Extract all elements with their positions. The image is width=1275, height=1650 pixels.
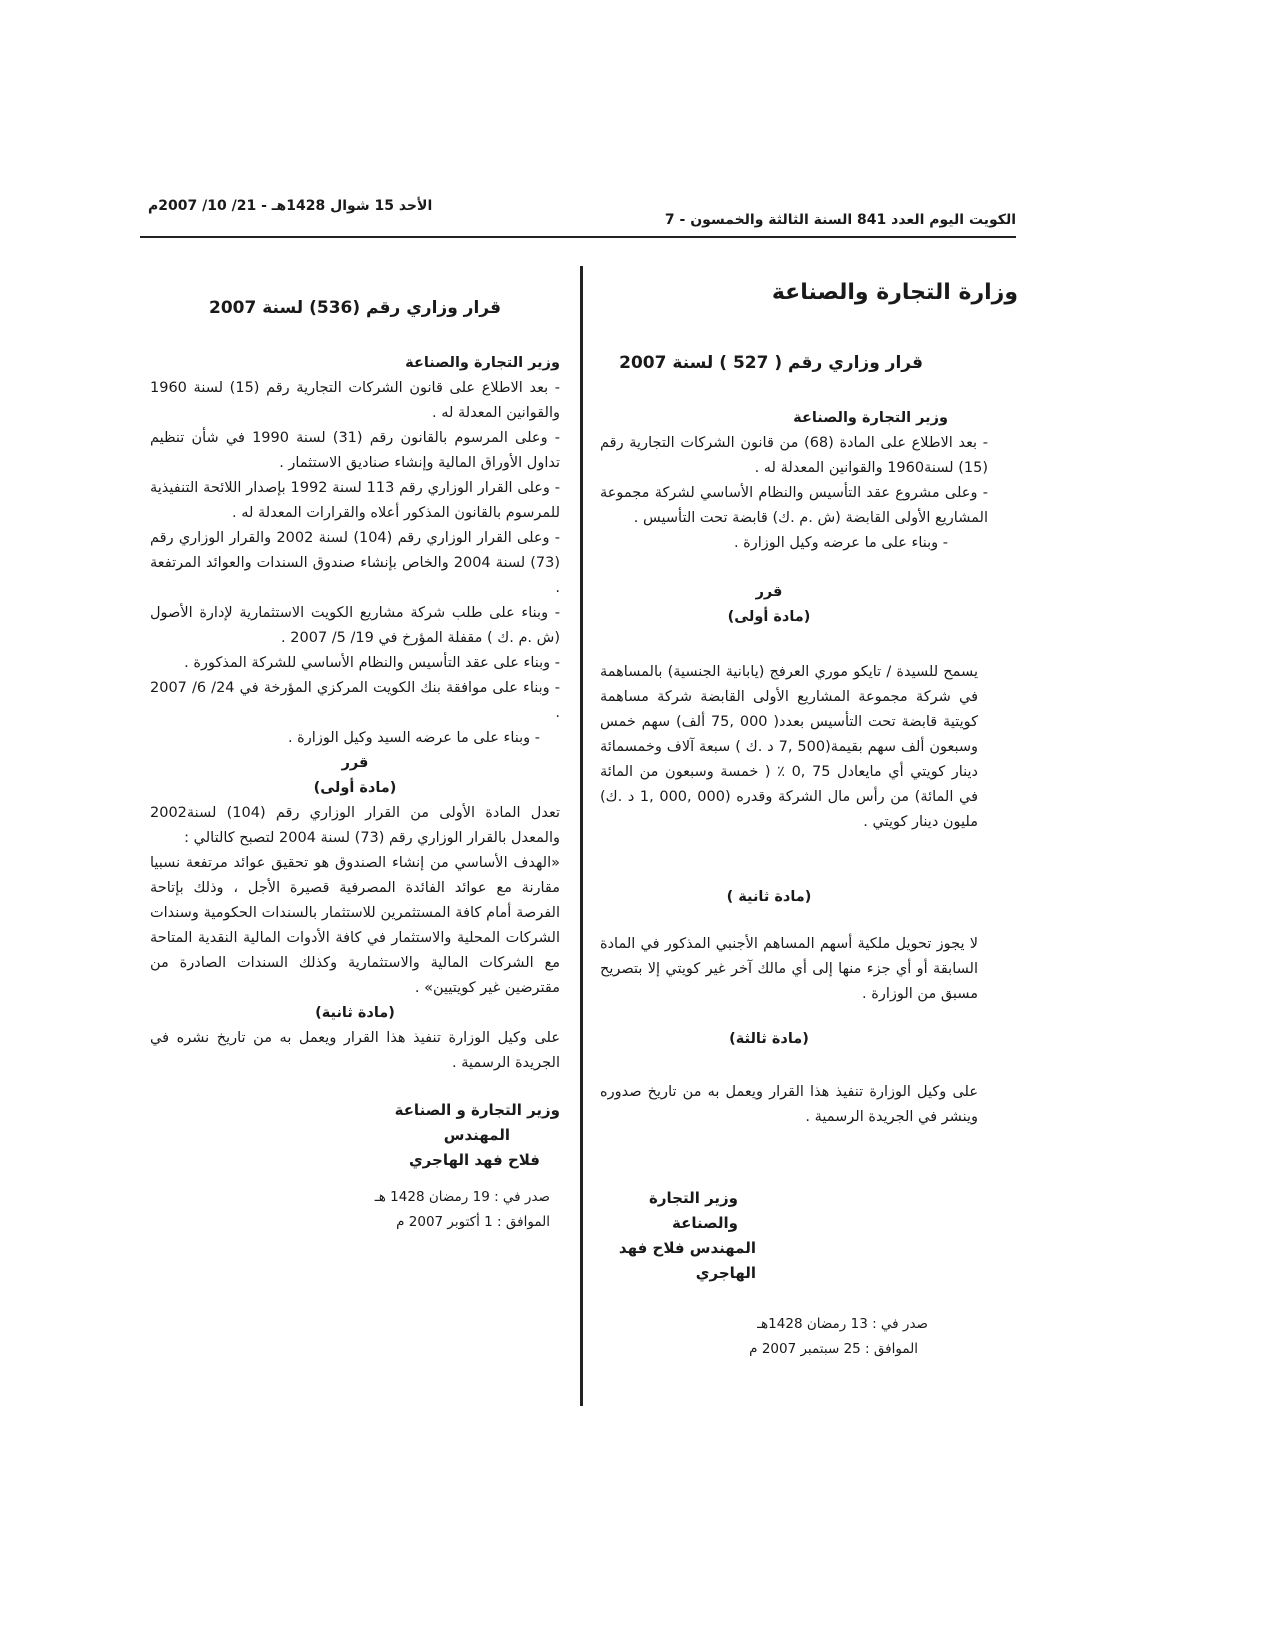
article-text: على وكيل الوزارة تنفيذ هذا القرار ويعمل به من تاريخ نشره في الجريدة الرسمية . — [150, 1030, 560, 1071]
preamble-item: - وعلى القرار الوزاري رقم (104) لسنة 2002 والقرار الوزاري رقم (73) لسنة 2004 والخاص بإنشاء صندوق السندات والعوائد المرتفعة . — [150, 530, 560, 596]
corresponding-date: الموافق : 25 سبتمبر 2007 م — [749, 1341, 918, 1357]
decision-title: قرار وزاري رقم ( 527 ) لسنة 2007 — [619, 353, 923, 373]
corresponding-date: الموافق : 1 أكتوبر 2007 م — [396, 1214, 550, 1230]
article-heading: (مادة أولى) — [727, 609, 811, 625]
preamble-item: - وبناء على ما عرضه السيد وكيل الوزارة . — [287, 730, 540, 746]
article-heading: (مادة ثانية ) — [726, 889, 812, 905]
page-header — [140, 196, 1016, 230]
issued-date: صدر في : 19 رمضان 1428 هـ — [374, 1189, 550, 1205]
issued-date: صدر في : 13 رمضان 1428هـ — [757, 1316, 928, 1332]
signature-role: المهندس — [443, 1126, 510, 1144]
issuer-heading: وزير التجارة والصناعة — [405, 355, 560, 371]
decision-title: قرار وزاري رقم (536) لسنة 2007 — [208, 298, 502, 318]
decided-heading: قرر — [755, 584, 783, 600]
article-heading: (مادة ثانية) — [315, 1005, 395, 1021]
preamble-item: - وعلى القرار الوزاري رقم 113 لسنة 1992 بإصدار اللائحة التنفيذية للمرسوم بالقانون المذكور أعلاه والقرارات المعدلة له . — [150, 480, 560, 521]
ministry-heading: وزارة التجارة والصناعة — [771, 280, 1018, 305]
article-text: تعدل المادة الأولى من القرار الوزاري رقم (104) لسنة2002 والمعدل بالقرار الوزاري رقم (73) لسنة 2004 لتصبح كالتالي : — [150, 805, 560, 846]
article-quote: «الهدف الأساسي من إنشاء الصندوق هو تحقيق عوائد مرتفعة نسبيا مقارنة مع عوائد الفائدة المصرفية قصيرة الأجل ، وذلك بإتاحة الفرصة أمام كافة المستثمرين للاستثمار بالسندات الحكومية وسندات الشركات المحلية والاستثمار في كافة الأدوات المالية النقدية المتاحة مع الشركات المالية والاستثمارية وكذلك السندات الصادرة من مقترضين غير كويتيين» . — [150, 855, 560, 996]
article-text: على وكيل الوزارة تنفيذ هذا القرار ويعمل به من تاريخ صدوره وينشر في الجريدة الرسمية . — [600, 1084, 978, 1125]
column-divider — [580, 266, 583, 1406]
article-text: لا يجوز تحويل ملكية أسهم المساهم الأجنبي المذكور في المادة السابقة أو أي جزء منها إلى أي مالك آخر غير كويتي إلا بتصريح مسبق من الوزارة . — [600, 936, 978, 1002]
preamble-item: - وبناء على ما عرضه وكيل الوزارة . — [733, 535, 948, 551]
preamble-item: - وبناء على موافقة بنك الكويت المركزي المؤرخة في 24/ 6/ 2007 . — [150, 680, 560, 721]
signature-name: المهندس فلاح فهد الهاجري — [618, 1239, 756, 1282]
article-heading: (مادة أولى) — [313, 780, 397, 796]
issuer-heading: وزير التجارة والصناعة — [793, 410, 948, 426]
article-text: يسمح للسيدة / تايكو موري العرفج (يابانية الجنسية) بالمساهمة في شركة مجموعة المشاريع الأولى القابضة شركة مساهمة كويتية قابضة تحت التأسيس بعدد( 000 ,75 ألف) سهم خمس وسبعون ألف سهم بقيمة(500 ,7 د .ك ) سبعة آلاف وخمسمائة دينار كويتي أي مايعادل 75 ,0 ٪ ( خمسة وسبعون من المائة في المائة) من رأس مال الشركة وقدره (000 ,000 ,1 د .ك) مليون دينار كويتي . — [600, 664, 979, 830]
preamble-item: - بعد الاطلاع على المادة (68) من قانون الشركات التجارية رقم (15) لسنة1960 والقوانين المعدلة له . — [600, 435, 988, 476]
preamble-item: - وبناء على طلب شركة مشاريع الكويت الاستثمارية لإدارة الأصول (ش .م .ك ) مقفلة المؤرخ في 19/ 5/ 2007 . — [150, 605, 560, 646]
signature-name: فلاح فهد الهاجري — [408, 1151, 540, 1169]
preamble-item: - بعد الاطلاع على قانون الشركات التجارية رقم (15) لسنة 1960 والقوانين المعدلة له . — [150, 380, 560, 421]
decided-heading: قرر — [341, 755, 369, 771]
preamble-item: - وعلى مشروع عقد التأسيس والنظام الأساسي لشركة مجموعة المشاريع الأولى القابضة (ش .م .ك) قابضة تحت التأسيس . — [600, 485, 988, 526]
preamble-item: - وعلى المرسوم بالقانون رقم (31) لسنة 1990 في شأن تنظيم تداول الأوراق المالية وإنشاء صناديق الاستثمار . — [150, 430, 560, 471]
header-date: الأحد 15 شوال 1428هـ - 21/ 10/ 2007م — [148, 198, 433, 214]
decision-527-column — [600, 280, 1018, 1400]
header-issue-info: الكويت اليوم العدد 841 السنة الثالثة والخمسون - 7 — [664, 212, 1016, 228]
decision-536-column — [150, 296, 560, 1406]
signature-title: وزير التجارة والصناعة — [649, 1189, 738, 1232]
signature-title: وزير التجارة و الصناعة — [394, 1101, 560, 1119]
article-heading: (مادة ثالثة) — [729, 1031, 809, 1047]
header-rule — [140, 236, 1016, 238]
preamble-item: - وبناء على عقد التأسيس والنظام الأساسي للشركة المذكورة . — [184, 655, 560, 671]
